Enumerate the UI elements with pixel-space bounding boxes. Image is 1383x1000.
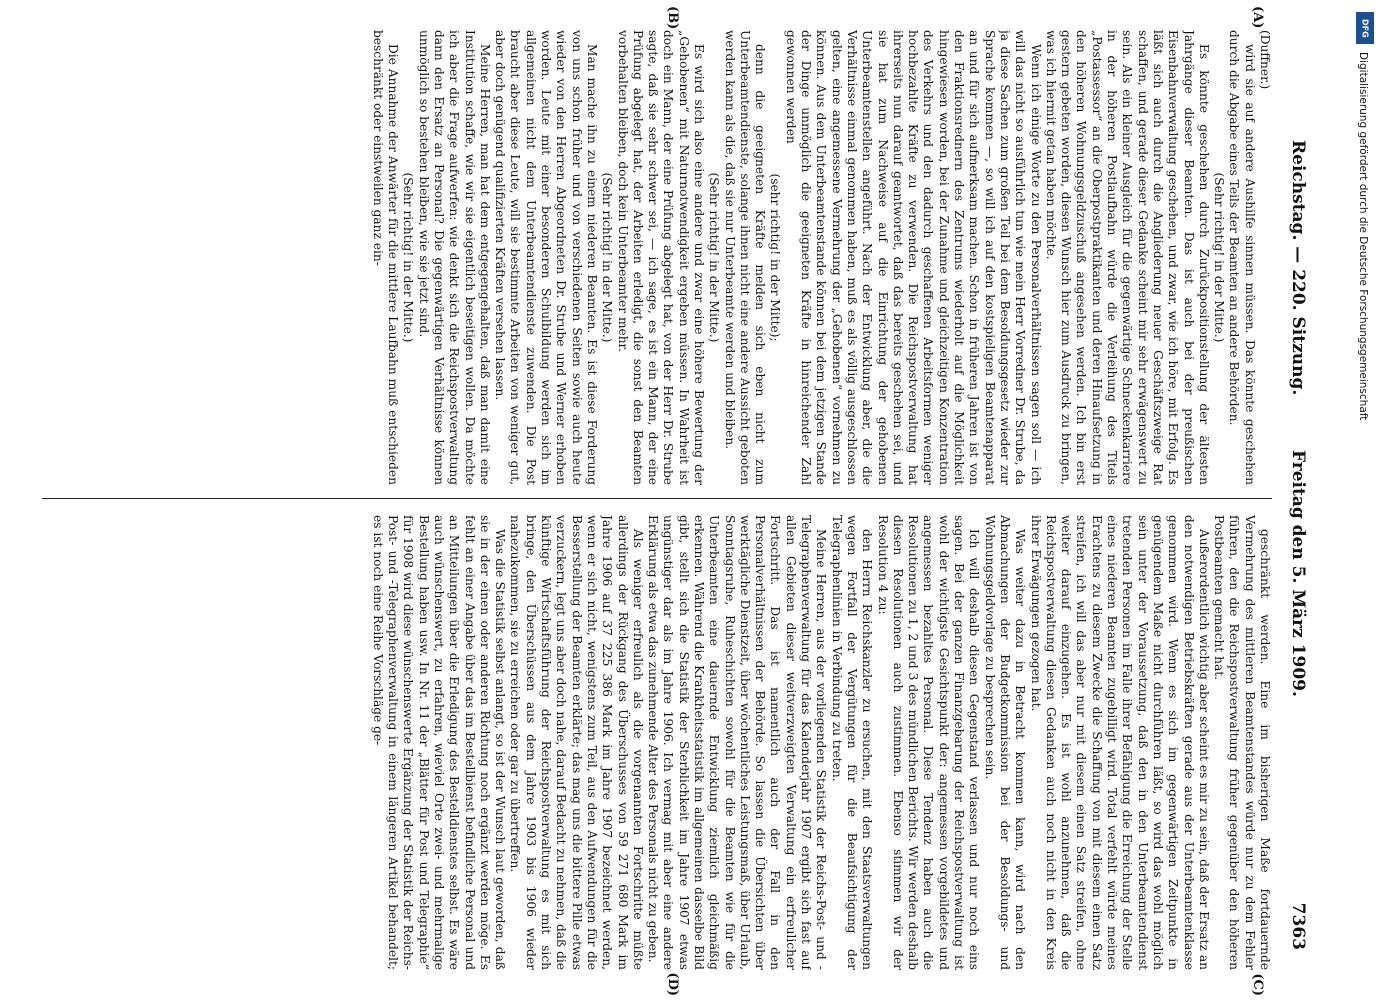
paragraph: Es wird sich also eine andere und zwar eine höhere Bewertung der „Gehobenen“ mit Naturnotwendigkeit ergeben müssen. In Wahrheit ist doch ein Mann, der eine Prüfung abgelegt hat, von der Herr Dr. Strube sagte, daß sie sehr schwer sei, — ich sage, es ist ein Mann, der eine Prüfung abgelegt hat, der Arbeiten erledigt, die sonst den Beamten vorbehalten bleiben, doch kein Unterbeamter mehr. <box>615 30 707 485</box>
paragraph: den Herrn Reichskanzler zu ersuchen, mit den Staatsverwaltungen wegen Fortfall der Vergütungen für die Beaufsichtigung der Telegraphenlinien in Verbindung zu treten. <box>829 515 875 970</box>
paragraph: geschränkt werden. Eine im bisherigen Maße fortdauernde Vermehrung des mittleren Beamtenstandes würde nur zu dem Fehler führen, den die Reichspostverwaltung früher gegenüber den höheren Postbeamten gemacht hat. <box>1212 515 1272 970</box>
speaker-name: (Duffner.) <box>1258 30 1272 90</box>
margin-marker-c: (C) <box>1250 973 1265 996</box>
header-session: Reichstag. — 220. Sitzung. <box>1288 140 1308 396</box>
paragraph: Wenn ich einige Worte zu den Personalverhältnissen sagen soll — ich will das nicht so ausführlich tun wie mein Herr Vorredner Dr. Strube, da ja diese Sachen zum großen Teil bei dem Besoldungsgesetz wieder zur Sprache kommen —, so will ich auf den kostspieligen Beamtenapparat an und für sich aufmerksam machen. Schon in früheren Jahren ist von den Fraktionsrednern des Zentrums wiederholt auf die Möglichkeit hingewiesen worden, bei der Zunahme und gleichzeitigen Konzentration des Verkehrs und den dadurch geschaffenen Arbeitsformen weniger hochbezahlte Kräfte zu verwenden. Die Reichspostverwaltung hat ihrerseits nun darauf geantwortet, daß das bereits geschehen sei, und sie hat zum Nachweise auf die Einrichtung der gehobenen Unterbeamtenstellen angeführt. Nach der Entwicklung aber, die die Verhältnisse einmal genommen haben, muß es als völlig ausgeschlossen gelten, eine angemessene Vermehrung der „Gehobenen“ vornehmen zu können. Aus dem Unterbeamtenstande können bei dem jetzigen Stande der Dinge unmöglich die geeigneten Kräfte in hinreichender Zahl gewonnen werden <box>783 30 1043 485</box>
margin-marker-d: (D) <box>665 972 680 996</box>
interjection: (Sehr richtig! in der Mitte.) <box>600 172 615 343</box>
credit-strip <box>1352 8 1382 993</box>
interjection: (Sehr richtig! in der Mitte.) <box>401 172 416 343</box>
page-header <box>1280 20 1314 980</box>
header-date: Freitag den 5. März 1909. <box>1288 450 1308 697</box>
dfg-logo: DFG <box>1356 12 1374 44</box>
paragraph: Ich will deshalb diesen Gegenstand verlassen und nur noch eins sagen. Bei der ganzen Finanzgebarung der Reichspostverwaltung ist wohl der wichtigste Gesichtspunkt der: angemessen vorgebildetes und angemessen bezahltes Personal. Diese Tendenz haben auch die Resolutionen zu 1, 2 und 3 des mündlichen Berichts. Wir werden deshalb diesen Resolutionen auch zustimmen. Ebenso stimmen wir der Resolution 4 zu: <box>875 515 982 970</box>
paragraph: Was die Statistik selbst anlangt, so ist der Wunsch laut geworden, daß sie in der einen oder anderen Richtung noch ergänzt werden möge. Es fehlt an einer Angabe über das im Bestellbienst befindliche Personal und an Mitteilungen über die Erledigung des Bestelldienstes selbst. Es wäre auch wünschenswert, zu erfahren, wieviel Orte zwei- und mehrmalige Bestellung haben usw. In Nr. 11 der „Blätter für Post und Telegraphie“ für 1908 wird diese wünschenswerte Ergänzung der Statistik der Reichs-Post- und -Telegraphenverwaltung in einem längeren Artikel behandelt; es ist noch eine Reihe Vorschläge ge- <box>370 515 508 970</box>
interjection: (Sehr richtig! in der Mitte.) <box>1212 172 1227 343</box>
paragraph: Außerordentlich wichtig aber scheint es mir zu sein, daß der Ersatz an den notwendigen Betriebskräften gerade aus der Unterbeamtenklasse genommen wird. Wenn es sich im gegenwärtigen Zeitpunkte in genügendem Maße nicht durchführen läßt, so wird das wohl möglich sein unter der Voraussetzung, daß den in den Unterbeamtendienst tretenden Personen im Falle ihrer Befähigung die Erreichung der Stelle eines niederen Beamten zugebilligt wird. Total verfehlt würde meines Erachtens zu diesem Zwecke die Schaffung von mit diesem einen Satz streifen, ich will das aber nur mit diesem einen Satz streifen, ohne weiter darauf einzugehen. Es ist wohl anzunehmen, daß die Reichspostverwaltung diesen Gedanken auch noch nicht in den Kreis ihrer Erwägungen gezogen hat. <box>1028 515 1211 970</box>
paragraph: denn die geeigneten Kräfte melden sich eben nicht zum Unterbeamtendienste, solange ihnen nicht eine andere Aussicht geboten werden kann als die, daß sie nur Unterbeamte werden und bleiben. <box>722 30 768 485</box>
paragraph: Man mache ihn zu einem niederen Beamten. Es ist diese Forderung von uns schon früher und von verschiedenen Seiten sowie auch heute wieder von den Herren Abgeordneten Dr. Strube und Werner erhoben worden. Leute mit einer besonderen Schulbildung werden sich im allgemeinen nicht dem Unterbeamtendienste zuwenden. Die Post braucht aber diese Leute, will sie bestimmte Arbeiten von weniger gut, aber doch genügend qualifizierten Kräften versehen lassen. <box>493 30 599 485</box>
right-column <box>42 515 1272 970</box>
paragraph: Als weniger erfreulich als die vorgenannten Fortschritte müßte allerdings der Rückgang des Überschusses von 59 271 680 Mark im Jahre 1906 auf 37 225 386 Mark im Jahre 1907 bezeichnet werden, wenn er sich nicht, wenigstens zum Teil, aus den Aufwendungen für die Besserstellung der Beamten erklärte; das mag uns die bittere Pille etwas verzuckern, legt uns aber doch nahe, darauf Bedacht zu nehmen, daß die künftige Wirtschaftsführung der Reichspostverwaltung es mit sich bringe, den Überschüssen aus dem Jahre 1903 bis 1906 wieder nahezukommen, sie zu erreichen oder gar zu übertreffen. <box>508 515 645 970</box>
margin-marker-a: (A) <box>1250 6 1265 29</box>
paragraph: Die Annahme der Anwärter für die mittlere Laufbahn muß entschieden beschränkt oder einstweilen ganz ein- <box>370 30 401 485</box>
paragraph: Meine Herren, aus der vorliegenden Statistik der Reichs-Post- und -Telegraphenverwaltung für das Kalenderjahr 1907 ergibt sich fast auf allen Gebieten dieser weitverzweigten Verwaltung ein erfreulicher Fortschritt. Das ist namentlich auch der Fall in den Personalverhältnissen der Behörde. So lassen die Übersichten über werktägliche Dienstzeit, über wöchentliches Leistungsmaß, über Urlaub, Sonntagsruhe, Ruheschichten sowohl für die Beamten wie für die Unterbeamten eine dauernde Entwicklung ziemlich gleichmäßig erkennen. Während die Krankheitsstatistik im allgemeinen dasselbe Bild gibt, stellt sich die Statistik der Sterblichkeit im Jahre 1907 etwas ungünstiger dar als im Jahre 1906. Ich vermag mit aber eine andere Erklärung als etwa das zunehmende Alter des Personals nicht zu geben. <box>646 515 829 970</box>
page-number: 7363 <box>1288 902 1308 950</box>
paragraph: Es könnte geschehen durch Zurückpositionstellung der ältesten Jahrgänge dieser Beamten. Das ist auch bei der preußischen Eisenbahnverwaltung geschehen, und zwar, wie ich höre, mit Erfolg. Es läßt sich auch durch die Angliederung neuer Geschäftszweige Rat schaffen, und gerade dieser Gedanke scheint mir sehr erwägenswert zu sein. Als ein kleiner Ausgleich für die gegenwärtige Schneckenkarriere in der höheren Postlaufbahn würde die Verleihung des Titels „Postassessor“ an die Oberpostpraktikanten und deren Hinaufsetzung in den höheren Wohnungsgeldzuschuß angesehen werden. Ich bin erst gestern gebeten worden, diesen Wunsch hier zum Ausdruck zu bringen, was ich hiermit getan haben möchte. <box>1043 30 1211 485</box>
interjection: (Sehr richtig! in der Mitte.) <box>707 172 722 343</box>
margin-marker-b: (B) <box>665 6 680 30</box>
credit-text: Digitalisierung gefördert durch die Deutsche Forschungsgemeinschaft <box>1357 52 1369 421</box>
column-divider <box>42 498 1272 499</box>
left-column <box>42 30 1272 485</box>
interjection: (sehr richtig! in der Mitte); <box>768 173 783 342</box>
paragraph: wird sie auf andere Aushilfe sinnen müssen. Das könnte geschehen durch die Abgabe eines Teils der Beamten an andere Behörden. <box>1227 30 1257 485</box>
paragraph: Meine Herren, man hat dem entgegengehalten, daß man damit eine Institution schaffe, wie wir sie eigentlich beseitigen wollen. Da möchte ich aber die Frage aufwerfen: wie denkt sich die Reichspostverwaltung dann den Ersatz an Personal? Die gegenwärtigen Verhältnisse können unmöglich so bestehen bleiben, wie sie jetzt sind. <box>416 30 492 485</box>
paragraph: Was weiter dazu in Betracht kommen kann, wird nach den Abmachungen der Budgetkommission bei der Besoldungs- und Wohnungsgeldvorlage zu besprechen sein. <box>982 515 1028 970</box>
